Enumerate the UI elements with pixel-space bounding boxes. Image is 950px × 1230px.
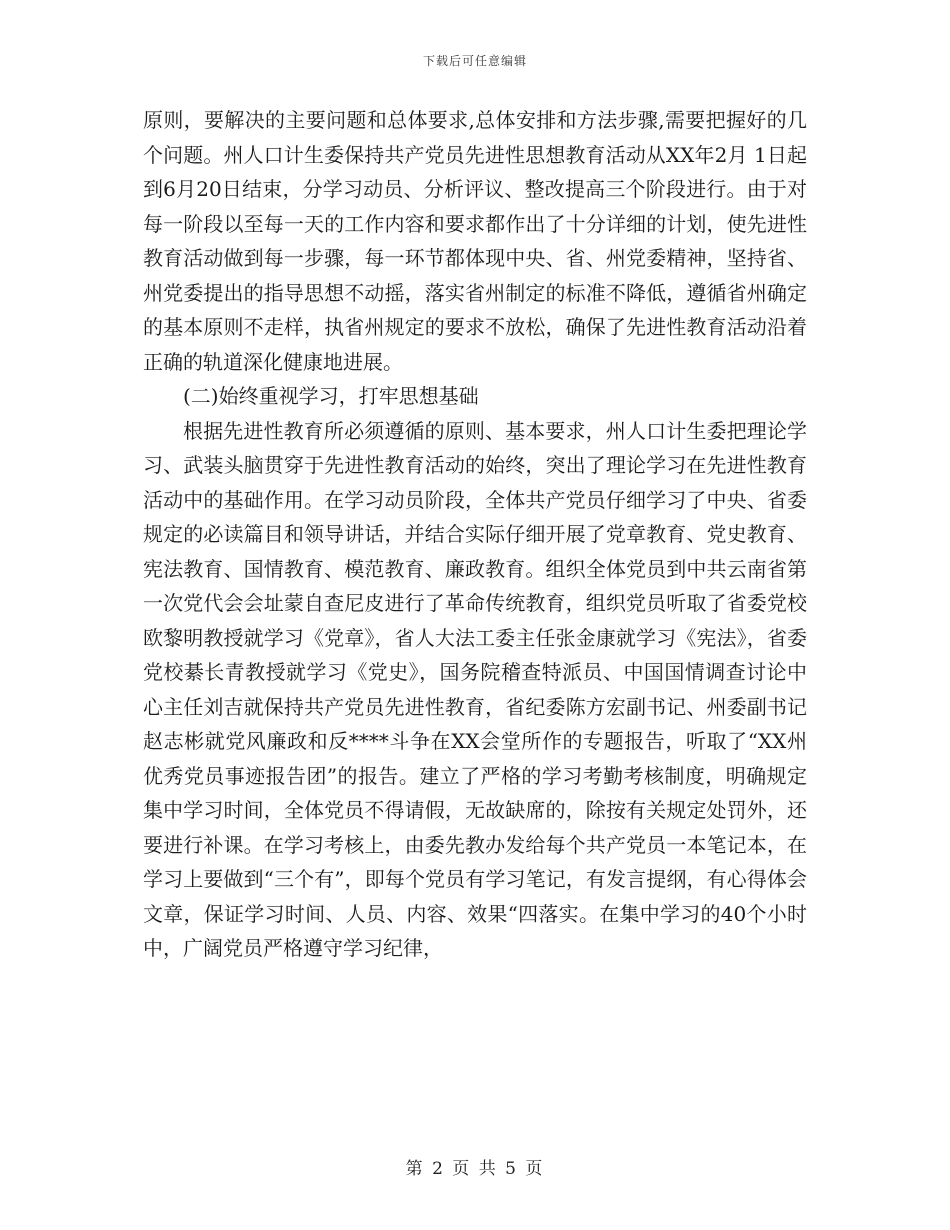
page-number-footer: 第 2 页 共 5 页 — [405, 1159, 545, 1179]
body-paragraph-study: 根据先进性教育所必须遵循的原则、基本要求，州人口计生委把理论学习、武装头脑贯穿于先进性教育活动的始终，突出了理论学习在先进性教育活动中的基础作用。在学习动员阶段，全体共产党员仔细学习了中央、省委规定的必读篇目和领导讲话，并结合实际仔细开展了党章教育、党史教育、宪法教育、国情教育、模范教育、廉政教育。组织全体党员到中共云南省第一次党代会会址蒙自查尼皮进行了革命传统教育，组织党员听取了省委党校欧黎明教授就学习《党章》，省人大法工委主任张金康就学习《宪法》，省委党校綦长青教授就学习《党史》，国务院稽查特派员、中国国情调查讨论中心主任刘吉就保持共产党员先进性教育，省纪委陈方宏副书记、州委副书记赵志彬就党风廉政和反****斗争在XX会堂所作的专题报告，听取了“XX州优秀党员事迹报告团”的报告。建立了严格的学习考勤考核制度，明确规定集中学习时间，全体党员不得请假，无故缺席的，除按有关规定处罚外，还要进行补课。在学习考核上，由委先教办发给每个共产党员一本笔记本，在学习上要做到“三个有”，即每个党员有学习笔记，有发言提纲，有心得体会文章，保证学习时间、人员、内容、效果“四落实。在集中学习的40个小时中，广阔党员严格遵守学习纪律， — [143, 418, 807, 960]
document-body — [143, 103, 807, 966]
section-heading: (二)始终重视学习，打牢思想基础 — [183, 384, 479, 408]
page-header: 下载后可任意编辑 — [422, 54, 527, 68]
body-paragraph-continuation: 原则，要解决的主要问题和总体要求,总体安排和方法步骤,需要把握好的几个问题。州人口计生委保持共产党员先进性思想教育活动从XX年2月 1日起到6月20日结束，分学习动员、分析评议、整改提高三个阶段进行。由于对每一阶段以至每一天的工作内容和要求都作出了十分详细的计划，使先进性教育活动做到每一步骤，每一环节都体现中央、省、州党委精神，坚持省、州党委提出的指导思想不动摇，落实省州制定的标准不降低，遵循省州确定的基本原则不走样，执省州规定的要求不放松，确保了先进性教育活动沿着正确的轨道深化健康地进展。 — [143, 108, 807, 374]
